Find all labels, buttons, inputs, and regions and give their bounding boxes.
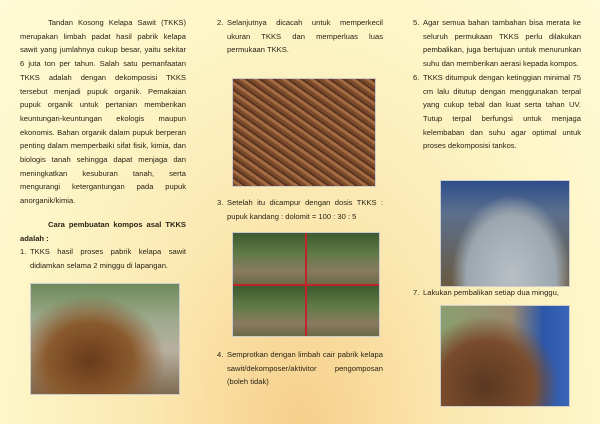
step-4-block — [217, 348, 383, 389]
step-number: 3. — [217, 198, 224, 207]
column-2 — [217, 16, 383, 57]
step-number: 6. — [413, 72, 420, 82]
steps-heading: Cara pembuatan kompos asal TKKS adalah : — [20, 219, 186, 243]
step-2 — [217, 16, 383, 57]
step-text: TKKS hasil proses pabrik kelapa sawit didiamkan selama 2 minggu di lapangan. — [30, 247, 186, 270]
step-text: Agar semua bahan tambahan bisa merata ke seluruh permukaan TKKS perlu dilakukan pembalikan, juga bertujuan untuk menurunkan suhu dan memberikan aerasi kepada kompos. — [423, 18, 581, 69]
step-number: 2. — [217, 18, 224, 27]
step-6 — [413, 71, 581, 153]
step-text: Semprotkan dengan limbah cair pabrik kelapa sawit/dekomposer/aktivitor pengomposan (boleh tidak) — [227, 350, 383, 387]
step-text: TKKS ditumpuk dengan ketinggian minimal 75 cm lalu ditutup dengan menggunakan terpal yang cukup tebal dan kuat serta tahan UV. Tutup terpal berfungsi untuk menjaga kelembaban dan suhu agar optimal untuk proses dekomposisi tankos. — [423, 72, 581, 151]
step-text: Lakukan pembalikan setiap dua minggu, — [423, 288, 559, 297]
step-number: 4. — [217, 350, 224, 359]
step-7-block — [413, 286, 581, 300]
column-1 — [20, 16, 186, 273]
step-text: Setelah itu dicampur dengan dosis TKKS : pupuk kandang : dolomit = 100 : 30 : 5 — [227, 198, 383, 221]
step-text: Selanjutnya dicacah untuk memperkecil ukuran TKKS dan memperluas luas permukaan TKKS. — [227, 18, 383, 55]
step-number: 5. — [413, 18, 420, 27]
intro-paragraph: Tandan Kosong Kelapa Sawit (TKKS) merupakan limbah padat hasil pabrik kelapa sawit yang jumlahnya cukup besar, yaitu sekitar 6 juta ton per tahun. Salah satu pemanfaatan TKKS adalah dengan dekomposisi TKKS tersebut menjadi pupuk organik. Pemakaian pupuk organik untuk pertanian memberikan keuntungan-keuntungan ekologis maupun ekonomis. Bahan organik dalam pupuk berperan penting dalam memperbaiki sifat fisik, kimia, dan biologis tanah sehingga dapat menjaga dan meningkatkan kesuburan tanah, serta mengurangi ketergantungan pada pupuk anorganik/kimia. — [20, 18, 186, 206]
step-7 — [413, 286, 581, 300]
photo-turning-compost — [440, 305, 570, 407]
step-4 — [217, 348, 383, 389]
step-5 — [413, 16, 581, 71]
column-3 — [413, 16, 581, 153]
step-3-block — [217, 196, 383, 223]
photo-mixing-collage — [232, 232, 380, 337]
step-number: 1. — [20, 247, 27, 257]
step-1 — [20, 245, 186, 272]
photo-tkks-pile — [30, 283, 180, 395]
photo-chopped-tkks — [232, 78, 376, 187]
photo-tarp-cover — [440, 180, 570, 287]
step-3 — [217, 196, 383, 223]
step-number: 7. — [413, 288, 420, 297]
